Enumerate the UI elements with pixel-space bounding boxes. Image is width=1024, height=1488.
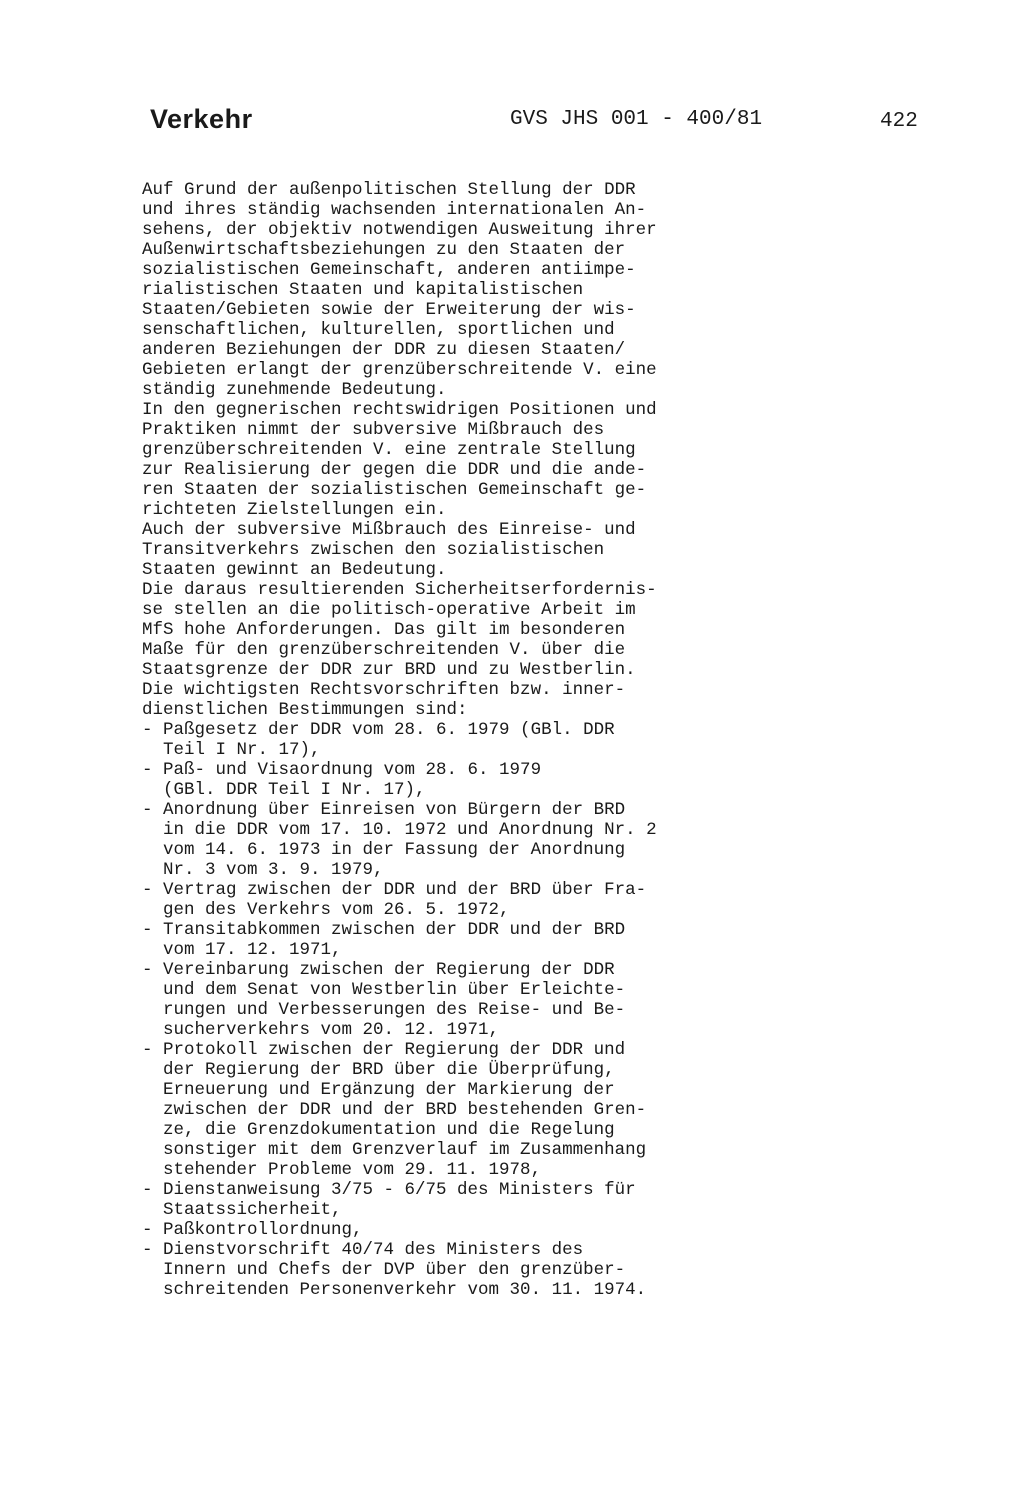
text-line: zur Realisierung der gegen die DDR und die ande- — [142, 460, 647, 480]
text-line: Auch der subversive Mißbrauch des Einreise- und — [142, 520, 636, 540]
text-line: Transitverkehrs zwischen den sozialistischen — [142, 540, 605, 560]
text-line: und ihres ständig wachsenden internationalen An- — [142, 200, 647, 220]
text-line: - Dienstanweisung 3/75 - 6/75 des Ministers für — [142, 1180, 636, 1200]
page-header — [0, 104, 1024, 144]
text-line: Die daraus resultierenden Sicherheitserfordernis- — [142, 580, 657, 600]
text-line: in die DDR vom 17. 10. 1972 und Anordnung Nr. 2 — [142, 820, 657, 840]
text-line: Staatsgrenze der DDR zur BRD und zu Westberlin. — [142, 660, 636, 680]
text-line: vom 14. 6. 1973 in der Fassung der Anordnung — [142, 840, 626, 860]
text-line: - Paßkontrollordnung, — [142, 1220, 363, 1240]
text-line: - Vereinbarung zwischen der Regierung der DDR — [142, 960, 615, 980]
text-line: rialistischen Staaten und kapitalistischen — [142, 280, 584, 300]
text-line: Erneuerung und Ergänzung der Markierung der — [142, 1080, 615, 1100]
text-line: (GBl. DDR Teil I Nr. 17), — [142, 780, 426, 800]
text-line: der Regierung der BRD über die Überprüfung, — [142, 1060, 615, 1080]
text-line: dienstlichen Bestimmungen sind: — [142, 700, 468, 720]
text-line: - Protokoll zwischen der Regierung der DDR und — [142, 1040, 626, 1060]
text-line: Teil I Nr. 17), — [142, 740, 321, 760]
text-line: ze, die Grenzdokumentation und die Regelung — [142, 1120, 615, 1140]
text-line: MfS hohe Anforderungen. Das gilt im besonderen — [142, 620, 626, 640]
text-line: vom 17. 12. 1971, — [142, 940, 342, 960]
text-line: Praktiken nimmt der subversive Mißbrauch des — [142, 420, 605, 440]
text-line: zwischen der DDR und der BRD bestehenden Gren- — [142, 1100, 647, 1120]
text-line: grenzüberschreitenden V. eine zentrale Stellung — [142, 440, 636, 460]
document-reference: GVS JHS 001 - 400/81 — [510, 108, 763, 131]
text-line: - Paßgesetz der DDR vom 28. 6. 1979 (GBl. DDR — [142, 720, 615, 740]
text-line: Die wichtigsten Rechtsvorschriften bzw. inner- — [142, 680, 626, 700]
body-text — [142, 180, 762, 1300]
text-line: senschaftlichen, kulturellen, sportlichen und — [142, 320, 615, 340]
text-line: - Transitabkommen zwischen der DDR und der BRD — [142, 920, 626, 940]
text-line: In den gegnerischen rechtswidrigen Positionen und — [142, 400, 657, 420]
text-line: sucherverkehrs vom 20. 12. 1971, — [142, 1020, 500, 1040]
text-line: sehens, der objektiv notwendigen Ausweitung ihrer — [142, 220, 657, 240]
text-line: ren Staaten der sozialistischen Gemeinschaft ge- — [142, 480, 647, 500]
text-line: Innern und Chefs der DVP über den grenzüber- — [142, 1260, 626, 1280]
text-line: - Paß- und Visaordnung vom 28. 6. 1979 — [142, 760, 542, 780]
text-line: - Anordnung über Einreisen von Bürgern der BRD — [142, 800, 626, 820]
text-line: se stellen an die politisch-operative Arbeit im — [142, 600, 636, 620]
text-line: sozialistischen Gemeinschaft, anderen antiimpe- — [142, 260, 636, 280]
text-line: anderen Beziehungen der DDR zu diesen Staaten/ — [142, 340, 626, 360]
text-line: und dem Senat von Westberlin über Erleichte- — [142, 980, 626, 1000]
text-line: rungen und Verbesserungen des Reise- und Be- — [142, 1000, 626, 1020]
text-line: - Dienstvorschrift 40/74 des Ministers des — [142, 1240, 584, 1260]
text-line: richteten Zielstellungen ein. — [142, 500, 447, 520]
text-line: Außenwirtschaftsbeziehungen zu den Staaten der — [142, 240, 626, 260]
text-line: Nr. 3 vom 3. 9. 1979, — [142, 860, 384, 880]
text-line: stehender Probleme vom 29. 11. 1978, — [142, 1160, 542, 1180]
text-line: Staatssicherheit, — [142, 1200, 342, 1220]
text-line: Staaten gewinnt an Bedeutung. — [142, 560, 447, 580]
text-line: gen des Verkehrs vom 26. 5. 1972, — [142, 900, 510, 920]
page-number: 422 — [880, 110, 918, 133]
text-line: Maße für den grenzüberschreitenden V. über die — [142, 640, 626, 660]
text-line: Staaten/Gebieten sowie der Erweiterung der wis- — [142, 300, 636, 320]
text-line: Auf Grund der außenpolitischen Stellung der DDR — [142, 180, 636, 200]
text-line: ständig zunehmende Bedeutung. — [142, 380, 447, 400]
text-line: sonstiger mit dem Grenzverlauf im Zusammenhang — [142, 1140, 647, 1160]
text-line: schreitenden Personenverkehr vom 30. 11. 1974. — [142, 1280, 647, 1300]
section-title: Verkehr — [150, 104, 253, 134]
text-line: - Vertrag zwischen der DDR und der BRD über Fra- — [142, 880, 647, 900]
text-line: Gebieten erlangt der grenzüberschreitende V. eine — [142, 360, 657, 380]
